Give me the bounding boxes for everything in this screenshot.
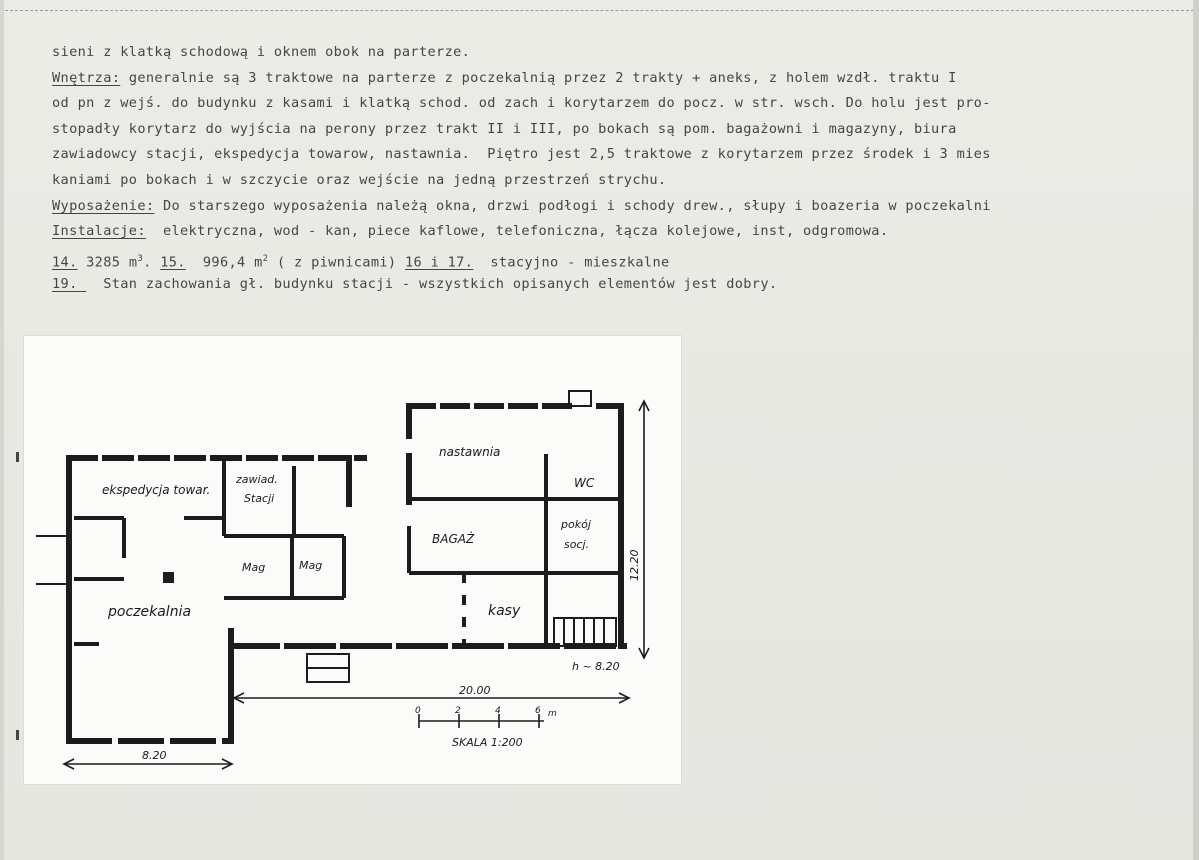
line-text: zawiadowcy stacji, ekspedycja towarow, nastawnia. Piętro jest 2,5 traktowe z korytarzem przez środek i 3 mies [52,146,991,163]
scale-tick-0: 0 [415,706,421,716]
floor-plan [23,335,682,785]
field-15-label: 15. [160,254,186,271]
scan-mark [16,730,19,740]
room-label-ekspedycja: ekspedycja towar. [102,483,211,497]
scale-tick-2: 2 [455,706,461,716]
field-15-value: 996,4 m [185,254,263,271]
room-label-kasy: kasy [488,603,521,619]
floor-plan-drawing [24,336,681,784]
typed-description [52,40,1199,297]
room-label-nastawnia: nastawnia [439,445,501,459]
text-line [52,194,1199,220]
field-14-value: 3285 m [77,254,138,271]
scale-tick-6: 6 [535,706,541,716]
line-text: Do starszego wyposażenia należą okna, drzwi podłogi i schody drew., słupy i boazeria w poczekalni [154,197,991,214]
text-line [52,117,1199,143]
text-line [52,40,1199,66]
field-19-value: Stan zachowania gł. budynku stacji - wszystkich opisanych elementów jest dobry. [86,275,778,292]
left-scan-edge [0,0,4,860]
room-label-mag-2: Mag [299,559,323,572]
room-label-pokoj: pokój [561,518,591,531]
text-line [52,142,1199,168]
line-text: kaniami po bokach i w szczycie oraz wejście na jedną przestrzeń strychu. [52,171,667,188]
line-text: elektryczna, wod - kan, piece kaflowe, telefoniczna, łącza kolejowe, inst, odgromowa. [145,223,889,240]
line-text: sieni z klatką schodową i oknem obok na parterze. [52,44,471,60]
dimension-length: 20.00 [459,684,491,697]
field-15-sup: 2 [262,253,269,264]
room-label-zawiadowca: zawiad. [236,473,278,486]
room-label-wc: WC [574,476,595,490]
section-heading-wyposazenie: Wyposażenie: [52,197,155,214]
field-19-label: 19. [52,275,87,292]
line-text: od pn z wejś. do budynku z kasami i klatką schod. od zach i korytarzem do pocz. w str. wsch. Do holu jest pro- [52,95,991,112]
field-19 [52,272,1199,297]
room-label-zawiadowca-2: Stacji [244,492,275,505]
room-label-mag-1: Mag [242,561,266,574]
room-label-bagaz: BAGAŻ [432,532,475,546]
field-15-tail: ( z piwnicami) [268,254,405,271]
dimension-height-note: h ~ 8.20 [572,660,620,673]
field-14-sup: 3 [137,253,144,264]
scale-tick-4: 4 [495,706,501,716]
field-16-17-value: stacyjno - mieszkalne [473,254,670,271]
room-label-socj: socj. [564,538,590,551]
scan-mark [16,452,19,462]
field-14-tail: . [143,254,161,271]
scale-label: SKALA 1:200 [452,736,523,749]
text-line [52,66,1199,92]
room-label-poczekalnia: poczekalnia [108,604,192,620]
scale-unit: m [548,709,557,719]
section-heading-wnetrza: Wnętrza: [52,69,121,86]
line-text: generalnie są 3 traktowe na parterze z poczekalnią przez 2 trakty + aneks, z holem wzdł. traktu I [120,69,957,86]
dimension-height: 12.20 [628,549,641,581]
field-16-17-label: 16 i 17. [404,254,474,271]
section-heading-instalacje: Instalacje: [52,223,146,240]
fields-14-17 [52,247,1199,272]
top-dashed-rule [0,10,1199,11]
line-text: stopadły korytarz do wyjścia na perony przez trakt II i III, po bokach są pom. bagażowni i magazyny, biura [52,120,957,137]
text-line [52,91,1199,117]
dimension-width: 8.20 [142,749,167,762]
text-line [52,168,1199,194]
field-14-label: 14. [52,254,78,271]
text-line [52,219,1199,245]
